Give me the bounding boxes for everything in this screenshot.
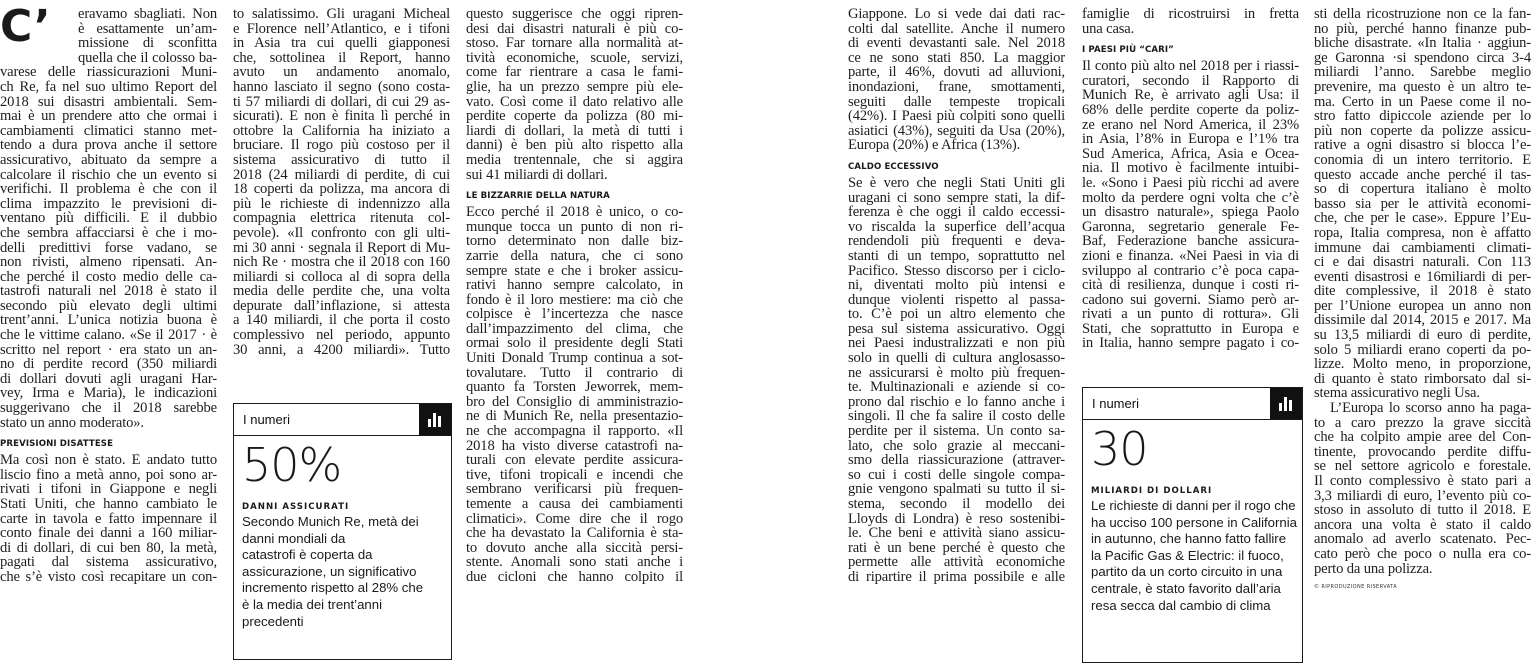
text-line: stro fatto dipiccole aziende per lo xyxy=(1314,109,1531,124)
text-line: miliardi l’anno. Sarebbe meglio xyxy=(1314,65,1531,80)
text-line: bruciare. Il rogo più costoso per il xyxy=(233,138,450,153)
text-line: miliardi si colloca al di sopra della xyxy=(233,269,450,285)
text-line: come far rientrare a casa le fami- xyxy=(466,65,683,80)
text-line: ci e dai disastri naturali. Con 113 xyxy=(1314,255,1531,270)
text-line: colti dal satellite. Anche il numero xyxy=(848,21,1065,37)
text-line: suggerivano che il 2018 sarebbe xyxy=(0,401,217,416)
text-line: 18 coperti da polizza, ma ancora di xyxy=(233,182,450,197)
text-line: (42%). I Paesi più colpiti sono quelli xyxy=(848,109,1065,124)
text-line: perdite per il sistema. Un conto sa- xyxy=(848,424,1065,439)
box-text xyxy=(242,514,443,630)
text-line: ottobre la California ha iniziato a xyxy=(233,123,450,139)
text-line: scritto nel report · era stato un an- xyxy=(0,342,217,358)
text-line: dunque violenti rispetto al passa- xyxy=(848,292,1065,308)
text-line: anomalo ad averlo scatenato. Pec- xyxy=(1314,532,1531,547)
text-line: cambiamenti climatici stanno met- xyxy=(0,123,217,139)
text-line: to dovuto anche alla siccità persi- xyxy=(466,540,683,556)
text-line: ge Garonna ·si spendono circa 3-4 xyxy=(1314,50,1531,66)
text-line: glie, ha un prezzo sempre più ele- xyxy=(466,79,683,95)
text-line: stema assicurativo negli Usa. xyxy=(1314,386,1480,402)
text-line: rativi hanno sempre calcolato, in xyxy=(466,278,683,293)
text-line: nei Paesi industralizzati e non più xyxy=(848,336,1065,352)
text-line: nich Re · mostra che il 2018 con 160 xyxy=(233,255,450,270)
text-line: tovalutare. Tutto il contrario di xyxy=(466,365,683,381)
text-line: missione di sconfitta xyxy=(78,36,217,51)
box-text-line: danni mondiali da xyxy=(242,530,346,546)
text-line: verifichi. Il problema è che con il xyxy=(0,182,217,197)
text-line: di eventi devastanti sale. Nel 2018 xyxy=(848,36,1065,51)
text-line: che ha colpito ampie aree del Con- xyxy=(1314,430,1531,445)
text-line: più non coperte da polizze assicu- xyxy=(1314,123,1531,139)
left-page xyxy=(0,0,686,663)
box-text-line: centrale, è stato favorito dall’aria xyxy=(1091,580,1281,596)
text-line: le. «Sono i Paesi più ricchi ad avere xyxy=(1082,175,1299,191)
text-line: 3,3 miliardi di euro, l’evento più co- xyxy=(1314,488,1531,504)
text-line: fondo è il loro mestiere: ma ciò che xyxy=(466,292,683,308)
text-line: ne che accompagna il rapporto. «Il xyxy=(466,424,683,439)
text-line: stato un anno moderato». xyxy=(0,415,144,431)
box-text xyxy=(1091,498,1297,614)
text-line: pevole). «Il confronto con gli ulti- xyxy=(233,225,450,241)
box-text-line: partito da un corto circuito in una xyxy=(1091,564,1283,580)
text-line: stema, secondo il modello dei xyxy=(848,497,1065,512)
text-line: ferenza è che oggi il caldo eccessi- xyxy=(848,205,1065,220)
text-line: 68% delle perdite coperte da poliz- xyxy=(1082,102,1299,118)
right-page xyxy=(848,0,1538,663)
text-line: cità di resilienza, dunque i costi ri- xyxy=(1082,278,1299,293)
box-title: I numeri xyxy=(1092,396,1139,411)
text-line: lato, che solo grazie al meccani- xyxy=(848,438,1065,454)
text-line: ropa, Italia compresa, non è affatto xyxy=(1314,225,1531,241)
text-line: tive, tifoni tropicali e incendi che xyxy=(466,467,683,483)
text-line: asiatici (43%), seguiti da Usa (20%), xyxy=(848,123,1065,139)
text-line: che sembra affacciarsi è che i mo- xyxy=(0,225,217,241)
text-line: danni) è ben più alto rispetto alla xyxy=(466,138,683,153)
text-line: ni, diventati molto più intensi e xyxy=(848,278,1065,293)
text-line: che s’è visto così recapitare un con- xyxy=(0,569,217,585)
text-line: liscio fino a metà anno, poi sono ar- xyxy=(0,467,217,483)
text-line: le. Che beni e attività siano assicu- xyxy=(848,526,1065,541)
text-line: no più, perché hanno finanze pub- xyxy=(1314,21,1531,37)
text-line: in Italia, hanno sempre pagato i co- xyxy=(1082,336,1299,352)
text-line: bliche disastrate. «In Italia · aggiun- xyxy=(1314,36,1531,51)
text-line: zioni e finanza. «Nei Paesi in via di xyxy=(1082,248,1299,264)
text-line: Pacifico. Stesso discorso per i ciclo- xyxy=(848,263,1065,279)
column-4 xyxy=(848,7,1065,585)
text-line: che perché il costo medio delle ca- xyxy=(0,269,217,285)
text-line: ne assicurarsi è molto più frequen- xyxy=(848,365,1065,381)
text-line: conomia di un intero territorio. E xyxy=(1314,152,1531,168)
text-line: stente. Anomali sono stati anche i xyxy=(466,555,683,570)
column-1 xyxy=(0,1,217,585)
text-line: carte in tavola e fatto impennare il xyxy=(0,511,217,527)
text-line: quella che il colosso ba- xyxy=(78,50,217,66)
box-label: DANNI ASSICURATI xyxy=(242,502,350,512)
text-line: inondazioni, frane, smottamenti, xyxy=(848,79,1065,95)
text-line: Garonna, segretario generale Fe- xyxy=(1082,219,1299,235)
text-line: 2018 sui disastri ambientali. Sem- xyxy=(0,94,217,110)
box-text-line: precedenti xyxy=(242,613,304,629)
subhead: LE BIZZARRIE DELLA NATURA xyxy=(466,191,610,202)
text-line: mi 30 anni · segnala il Report di Mu- xyxy=(233,240,450,256)
text-line: prevenire, ma questo è un altro te- xyxy=(1314,79,1531,95)
box-title: I numeri xyxy=(243,412,290,427)
text-line: che, che per le case». Eppure l’Eu- xyxy=(1314,211,1531,226)
box-text-line: in autunno, che hanno fatto fallire xyxy=(1091,531,1287,547)
numbers-box xyxy=(1082,387,1303,663)
text-line: no di perdite record (350 miliardi xyxy=(0,357,217,372)
bar-chart-icon xyxy=(419,404,451,435)
text-line: tendo a dura prova anche il settore xyxy=(0,138,217,153)
box-text-line: la Pacific Gas & Electric: il fuoco, xyxy=(1091,547,1284,563)
text-line: parte, il 46%, dovuti ad alluvioni, xyxy=(848,65,1065,80)
text-line: questo accade anche perché il tas- xyxy=(1314,167,1531,183)
column-6 xyxy=(1314,7,1531,590)
text-line: non rivisti, almeno ripensati. An- xyxy=(0,255,217,270)
text-line: Baf, Federazione banche assicura- xyxy=(1082,234,1299,249)
text-line: sempre state e che i broker assicu- xyxy=(466,263,683,279)
text-line: zarrie della natura, che ci sono xyxy=(466,248,683,264)
text-line: ch Re, fa nel suo ultimo Report del xyxy=(0,79,217,95)
subhead: CALDO ECCESSIVO xyxy=(848,161,939,172)
text-line: torno determinato non dalle biz- xyxy=(466,234,683,249)
copyright-notice: © RIPRODUZIONE RISERVATA xyxy=(1314,584,1398,591)
text-line: più le richieste di indennizzo alla xyxy=(233,196,450,212)
text-line: molto da perdere ogni volta che c’è xyxy=(1082,190,1299,206)
text-line: L’Europa lo scorso anno ha paga- xyxy=(1330,401,1531,416)
text-line: media delle perdite che, una volta xyxy=(233,284,450,299)
text-line: tività economiche, scuole, servizi, xyxy=(466,50,683,66)
text-line: permette alle attività economiche xyxy=(848,555,1065,570)
text-line: vey, Irma e Maria), le indicazioni xyxy=(0,386,217,402)
text-line: rative a ogni disastro si blocca l’e- xyxy=(1314,138,1531,153)
text-line: hanno lasciato il segno (sono costa- xyxy=(233,79,450,95)
text-line: due cicloni che hanno colpito il xyxy=(466,569,683,585)
box-big-number: 30 xyxy=(1091,422,1148,476)
box-header xyxy=(1083,388,1302,420)
text-line: Giappone. Lo si vede dai dati rac- xyxy=(848,7,1065,22)
text-line: lizze. Molto meno, in proporzione, xyxy=(1314,357,1531,372)
text-line: ti 57 miliardi di dollari, di cui 29 as- xyxy=(233,94,450,110)
text-line: stoso in assoluto di tutto il 2018. E xyxy=(1314,503,1531,518)
text-line: uragani ci sono sempre stati, la dif- xyxy=(848,190,1065,206)
text-line: che ha devastato la California è sta- xyxy=(466,526,683,541)
text-line: rivati a un punto di rottura». Gli xyxy=(1082,307,1299,322)
text-line: sembrano verificarsi più frequen- xyxy=(466,482,683,497)
text-line: rendendoli più frequenti e deva- xyxy=(848,234,1065,249)
text-line: un disastro naturale», spiega Paolo xyxy=(1082,205,1299,220)
text-line: su 13,5 miliardi di euro di perdite, xyxy=(1314,328,1531,343)
subhead: I PAESI PIÙ “CARI” xyxy=(1082,45,1174,56)
text-line: stanti di un tempo, soprattutto nel xyxy=(848,248,1065,264)
text-line: Il conto complessivo è stato pari a xyxy=(1314,474,1531,489)
column-5 xyxy=(1082,7,1299,613)
box-text-line: ha ucciso 100 persone in California xyxy=(1091,514,1297,530)
text-line: dall’impazzimento del clima, che xyxy=(466,321,683,337)
text-line: Uniti Donald Trump continua a sot- xyxy=(466,351,683,366)
text-line: liardi di dollari, la metà di tutti i xyxy=(466,123,683,139)
text-line: sui 41 miliardi di dollari. xyxy=(466,167,608,183)
text-line: media trentennale, che si aggira xyxy=(466,152,683,168)
text-line: conto finale dei danni a 160 miliar- xyxy=(0,526,217,541)
text-line: eventi disastrosi e 16miliardi di per- xyxy=(1314,269,1531,285)
text-line: assicurativo, abituato da sempre a xyxy=(0,152,217,168)
box-label: MILIARDI DI DOLLARI xyxy=(1091,486,1213,496)
text-line: una casa. xyxy=(1082,21,1135,37)
text-line: secondo più elevato degli ultimi xyxy=(0,298,217,314)
text-line: dissimile dal 2014, 2015 e 2017. Ma xyxy=(1314,313,1531,329)
text-line: rati è un bene perché è questo che xyxy=(848,540,1065,556)
text-line: sviluppo al contrario c’è poca capa- xyxy=(1082,263,1299,279)
text-line: compagnia elettrica ritenuta col- xyxy=(233,211,450,226)
text-line: curatori, secondo il Rapporto di xyxy=(1082,73,1299,89)
text-line: per l’Unione europea un anno non xyxy=(1314,298,1531,314)
text-line: perto da una polizza. xyxy=(1314,561,1433,577)
box-big-number: 50% xyxy=(242,438,342,492)
text-line: smo della riassicurazione (attraver- xyxy=(848,453,1065,468)
text-line: trent’anni. L’unica notizia buona è xyxy=(0,313,217,329)
text-line: dite complessive, il 2018 è stato xyxy=(1314,284,1531,299)
text-line: ventano più difficili. E il dubbio xyxy=(0,211,217,226)
text-line: in Asia, l’8% in Europa e l’1% tra xyxy=(1082,132,1299,147)
text-line: è esattamente un’am- xyxy=(78,21,217,37)
text-line: vato. Così come il dato relativo alle xyxy=(466,94,683,110)
text-line: e Florence nell’Atlantico, e i tifoni xyxy=(233,21,450,37)
text-line: Il conto più alto nel 2018 per i riassi- xyxy=(1082,59,1299,74)
text-line: Europa (20%) e Africa (13%). xyxy=(848,138,1021,153)
text-line: colpisce è l’incertezza che nasce xyxy=(466,307,683,322)
text-line: 2018 (24 miliardi di perdite, di cui xyxy=(233,167,450,183)
text-line: temente a causa dei cambiamenti xyxy=(466,497,683,512)
text-line: so cui i costi delle singole compa- xyxy=(848,467,1065,483)
text-line: solo 5 miliardi erano coperti da po- xyxy=(1314,342,1531,358)
text-line: sistema assicurativo di tutto il xyxy=(233,152,450,168)
lead-paragraph xyxy=(0,1,217,66)
text-line: di quanto è stato rimborsato dal si- xyxy=(1314,371,1531,387)
text-line: in Asia tra cui quelli giapponesi xyxy=(233,36,450,51)
text-line: che le vittime calano. «Se il 2017 · è xyxy=(0,328,217,343)
text-line: clima impazzito le previsioni di- xyxy=(0,196,217,212)
box-text-line: Le richieste di danni per il rogo che xyxy=(1091,498,1296,513)
text-line: desi dai disastri naturali è più co- xyxy=(466,21,683,37)
text-line: rivati i tifoni in Giappone e negli xyxy=(0,482,217,497)
text-line: seguiti dalle tempeste tropicali xyxy=(848,94,1065,110)
text-line: di di dollari, di cui ben 80, la metà, xyxy=(0,540,217,556)
text-line: 2018 ha visto diverse catastrofi na- xyxy=(466,438,683,454)
text-line: prono dal rischio e lo fanno anche i xyxy=(848,394,1065,410)
text-line: Sud America, Africa, Asia e Ocea- xyxy=(1082,146,1299,162)
text-line: to. C’è poi un altro elemento che xyxy=(848,307,1065,322)
text-line: eravamo sbagliati. Non xyxy=(78,7,217,22)
text-line: solo in quelli di cultura anglosasso- xyxy=(848,351,1065,366)
box-text-line: resa secca dal cambio di clima xyxy=(1091,597,1271,613)
text-line: Lloyds di Londra) è reso sostenibi- xyxy=(848,511,1065,527)
text-line: a 140 miliardi, il che porta il costo xyxy=(233,313,450,329)
box-text-line: Secondo Munich Re, metà dei xyxy=(242,514,419,529)
text-line: Stati, che soprattutto in Europa e xyxy=(1082,321,1299,337)
text-line: so di copertura italiano è molto xyxy=(1314,182,1531,197)
text-line: che, sottolinea il Report, hanno xyxy=(233,50,450,66)
box-text-line: catastrofi è coperta da xyxy=(242,547,373,563)
column-2 xyxy=(233,7,450,629)
text-line: complessivo nel periodo, appunto xyxy=(233,328,450,343)
text-line: 30 anni, a 4200 miliardi». Tutto xyxy=(233,342,450,358)
text-line: Se è vero che negli Stati Uniti gli xyxy=(848,175,1065,191)
text-line: to salatissimo. Gli uragani Micheal xyxy=(233,7,450,22)
drop-cap: C’ xyxy=(0,1,51,52)
text-line: depurate dall’inflazione, si attesta xyxy=(233,298,450,314)
text-line: famiglie di ricostruirsi in fretta xyxy=(1082,7,1299,22)
text-line: cadono sui governi. Siamo però ar- xyxy=(1082,292,1299,308)
text-line: calcolare il rischio che un evento si xyxy=(0,167,217,183)
text-line: questo suggerisce che oggi ripren- xyxy=(466,7,683,22)
text-line: sicurati). E non è finita lì perché in xyxy=(233,109,450,124)
box-text-line: incremento rispetto al 28% che xyxy=(242,580,424,596)
text-line: bro del Consiglio di amministrazio- xyxy=(466,394,683,410)
text-line: nia. Il motivo è facilmente intuibi- xyxy=(1082,161,1299,176)
text-line: gnie vengono spalmati su tutto il si- xyxy=(848,482,1065,497)
text-line: sti della ricostruzione non ce la fan- xyxy=(1314,7,1531,22)
text-line: ancora una volta è stato il caldo xyxy=(1314,517,1531,533)
text-line: mai è un prendere atto che ormai i xyxy=(0,109,217,124)
text-line: cato però che poco o nulla era co- xyxy=(1314,546,1531,562)
subhead: PREVISIONI DISATTESE xyxy=(0,439,114,450)
text-line: ce ne sono stati 850. La maggior xyxy=(848,50,1065,66)
text-line: di ripartire il prima possibile e alle xyxy=(848,569,1065,585)
text-line: varese delle riassicurazioni Muni- xyxy=(0,65,217,80)
text-line: Ma così non è stato. È andato tutto xyxy=(0,453,217,468)
text-line: avuto un andamento anomalo, xyxy=(233,65,450,80)
box-header xyxy=(234,404,451,436)
text-line: perdite coperte da polizza (80 mi- xyxy=(466,109,683,124)
text-line: delli predittivi forse vadano, se xyxy=(0,240,217,256)
text-line: climatici». Come dire che il rogo xyxy=(466,511,683,527)
text-line: ormai solo il presidente degli Stati xyxy=(466,336,683,352)
text-line: ne di Munich Re, nella presentazio- xyxy=(466,409,683,425)
text-line: vo riscalda la superfice dell’acqua xyxy=(848,219,1065,235)
text-line: tinente, provocando perdite diffu- xyxy=(1314,444,1531,460)
text-line: stoso. Far tornare alla normalità at- xyxy=(466,36,683,51)
text-line: pesa sul sistema assicurativo. Oggi xyxy=(848,321,1065,337)
text-line: quanto fa Torsten Jeworrek, mem- xyxy=(466,380,683,395)
numbers-box xyxy=(233,403,452,660)
text-line: Munich Re, è arrivato agli Usa: il xyxy=(1082,88,1299,103)
text-line: immune dai cambiamenti climati- xyxy=(1314,240,1531,256)
column-3 xyxy=(466,7,683,585)
text-line: munque tocca un punto di non ri- xyxy=(466,219,683,235)
text-line: ma. Certo in un Paese come il no- xyxy=(1314,94,1531,110)
text-line: di dollari dovuti agli uragani Har- xyxy=(0,371,217,387)
text-line: te. Multinazionali e aziende si co- xyxy=(848,380,1065,395)
text-line: singoli. Il che fa salire il costo delle xyxy=(848,409,1065,425)
box-text-line: assicurazione, un significativo xyxy=(242,563,417,579)
text-line: se nel settore agricolo e forestale. xyxy=(1314,459,1531,474)
text-line: to a caro prezzo la grave siccità xyxy=(1314,415,1531,431)
text-line: Ecco perché il 2018 è unico, o co- xyxy=(466,205,683,220)
text-line: ze erano nel Nord America, il 23% xyxy=(1082,117,1299,133)
text-line: turali con elevate perdite assicura- xyxy=(466,453,683,468)
text-line: basso sia per le attività economi- xyxy=(1314,196,1531,212)
text-line: Stati Uniti, che hanno cambiato le xyxy=(0,497,217,512)
bar-chart-icon xyxy=(1270,388,1302,419)
text-line: tastrofi naturali nel 2018 è stato il xyxy=(0,284,217,299)
box-text-line: è la media dei trent’anni xyxy=(242,596,383,612)
text-line: pagati dal sistema assicurativo, xyxy=(0,555,217,570)
